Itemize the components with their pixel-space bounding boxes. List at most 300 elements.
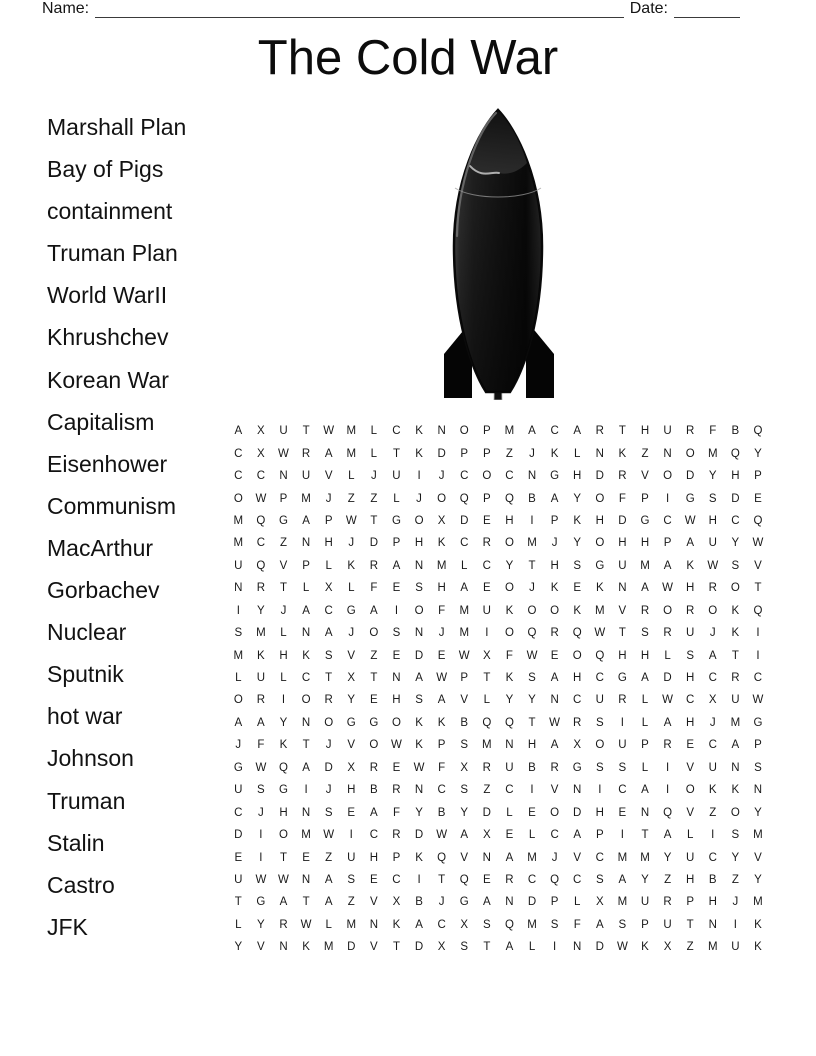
grid-letter: K — [686, 559, 694, 572]
grid-letter: L — [348, 470, 355, 483]
grid-letter: E — [234, 851, 243, 864]
grid-letter: J — [416, 492, 422, 505]
grid-letter: H — [505, 514, 514, 527]
grid-letter: N — [505, 739, 514, 752]
grid-letter: K — [302, 649, 310, 662]
grid-letter: Q — [459, 492, 469, 505]
grid-letter: M — [753, 829, 763, 842]
grid-letter: W — [391, 739, 402, 752]
grid-letter: B — [415, 896, 423, 909]
grid-letter: Q — [504, 918, 514, 931]
grid-letter: V — [641, 470, 649, 483]
grid-letter: M — [233, 537, 244, 550]
grid-letter: T — [618, 627, 626, 640]
grid-letter: U — [731, 694, 740, 707]
grid-letter: K — [754, 941, 762, 954]
grid-letter: C — [595, 851, 604, 864]
grid-letter: R — [663, 627, 672, 640]
grid-letter: A — [302, 761, 310, 774]
grid-letter: T — [483, 941, 491, 954]
grid-letter: L — [574, 896, 581, 909]
grid-letter: N — [595, 447, 604, 460]
grid-letter: O — [550, 806, 560, 819]
grid-letter: A — [663, 559, 672, 572]
grid-letter: X — [573, 739, 582, 752]
grid-letter: J — [551, 537, 558, 550]
grid-letter: D — [527, 896, 537, 909]
grid-letter: F — [392, 806, 400, 819]
grid-letter: J — [732, 896, 739, 909]
grid-letter: Y — [573, 537, 582, 550]
grid-letter: Y — [573, 492, 582, 505]
grid-letter: L — [325, 559, 332, 572]
grid-letter: A — [641, 582, 649, 595]
grid-letter: P — [279, 492, 288, 505]
grid-letter: V — [324, 470, 333, 483]
grid-letter: L — [370, 447, 378, 460]
grid-letter: F — [618, 492, 626, 505]
grid-letter: R — [505, 873, 514, 886]
grid-letter: Z — [505, 447, 513, 460]
grid-letter: G — [279, 784, 288, 797]
grid-letter: M — [436, 559, 447, 572]
grid-letter: O — [730, 582, 740, 595]
grid-letter: X — [663, 941, 672, 954]
grid-letter: O — [324, 716, 334, 729]
grid-letter: A — [324, 896, 333, 909]
grid-letter: R — [731, 672, 740, 685]
name-date-header — [42, 0, 740, 18]
grid-letter: J — [529, 582, 535, 595]
grid-letter: I — [553, 941, 557, 954]
grid-letter: U — [686, 627, 695, 640]
grid-letter: Y — [279, 716, 288, 729]
grid-letter: K — [550, 447, 559, 460]
grid-letter: G — [753, 716, 763, 729]
grid-letter: O — [279, 829, 288, 842]
grid-letter: U — [663, 425, 672, 438]
grid-letter: R — [256, 694, 266, 707]
grid-letter: R — [618, 694, 627, 707]
grid-letter: K — [415, 447, 423, 460]
grid-letter: Y — [663, 851, 672, 864]
word-list-item: Castro — [47, 871, 115, 898]
grid-letter: C — [573, 873, 582, 886]
grid-letter: W — [278, 873, 289, 886]
grid-letter: C — [369, 829, 379, 842]
grid-letter: N — [753, 784, 763, 797]
grid-letter: L — [528, 941, 536, 954]
grid-letter: U — [708, 537, 717, 550]
grid-letter: T — [392, 941, 400, 954]
grid-letter: V — [257, 941, 265, 954]
grid-letter: I — [304, 784, 308, 797]
grid-letter: T — [686, 918, 694, 931]
grid-letter: C — [550, 425, 559, 438]
grid-letter: Y — [731, 537, 740, 550]
grid-letter: A — [731, 739, 740, 752]
grid-letter: Q — [753, 604, 763, 617]
grid-letter: I — [530, 514, 534, 527]
grid-letter: W — [707, 559, 719, 572]
page-title: The Cold War — [257, 31, 559, 85]
grid-letter: N — [279, 941, 288, 954]
grid-letter: S — [618, 918, 627, 931]
grid-letter: E — [482, 514, 491, 527]
grid-letter: N — [663, 447, 672, 460]
grid-letter: J — [438, 470, 445, 483]
grid-letter: S — [528, 672, 536, 685]
grid-letter: A — [618, 873, 627, 886]
grid-letter: L — [348, 582, 355, 595]
grid-letter: S — [641, 627, 649, 640]
grid-letter: I — [349, 829, 353, 842]
grid-letter: Z — [686, 941, 694, 954]
grid-letter: Y — [505, 559, 514, 572]
grid-letter: W — [684, 514, 696, 527]
grid-letter: T — [528, 716, 536, 729]
grid-letter: T — [302, 425, 310, 438]
grid-letter: G — [459, 896, 469, 909]
word-list-item: Truman Plan — [47, 240, 178, 267]
grid-letter: A — [595, 918, 604, 931]
grid-letter: S — [595, 761, 604, 774]
grid-letter: H — [618, 649, 627, 662]
grid-letter: Q — [595, 649, 605, 662]
grid-letter: Y — [754, 447, 762, 460]
grid-letter: Z — [483, 784, 491, 797]
grid-letter: G — [369, 716, 379, 729]
grid-letter: U — [686, 851, 695, 864]
word-list-item: Eisenhower — [47, 450, 168, 477]
grid-letter: X — [324, 582, 333, 595]
grid-letter: Y — [708, 470, 717, 483]
grid-letter: W — [752, 537, 764, 550]
grid-letter: H — [686, 672, 695, 685]
grid-letter: J — [280, 604, 287, 617]
grid-letter: N — [301, 537, 311, 550]
grid-letter: S — [324, 806, 333, 819]
grid-letter: Q — [504, 716, 514, 729]
grid-letter: R — [663, 896, 672, 909]
grid-letter: N — [279, 470, 288, 483]
grid-letter: I — [259, 829, 263, 842]
grid-letter: G — [550, 470, 560, 483]
grid-letter: K — [415, 425, 423, 438]
grid-letter: G — [233, 761, 243, 774]
grid-letter: L — [393, 492, 400, 505]
grid-letter: H — [573, 672, 582, 685]
grid-letter: D — [414, 649, 424, 662]
grid-letter: M — [459, 604, 470, 617]
grid-letter: M — [753, 896, 763, 909]
grid-letter: I — [733, 918, 737, 931]
grid-letter: M — [527, 851, 537, 864]
grid-letter: S — [415, 582, 423, 595]
grid-letter: A — [324, 873, 333, 886]
grid-letter: S — [731, 559, 740, 572]
grid-letter: R — [686, 604, 695, 617]
grid-letter: W — [436, 829, 448, 842]
grid-letter: C — [708, 739, 717, 752]
grid-letter: P — [392, 537, 401, 550]
grid-letter: W — [255, 873, 267, 886]
grid-letter: W — [255, 761, 267, 774]
grid-letter: Y — [641, 873, 649, 886]
word-list-item: Gorbachev — [47, 577, 160, 604]
grid-letter: Z — [709, 806, 717, 819]
grid-letter: H — [392, 694, 401, 707]
grid-letter: H — [527, 739, 537, 752]
grid-letter: X — [708, 694, 717, 707]
grid-letter: D — [369, 537, 379, 550]
grid-letter: K — [573, 604, 582, 617]
word-list-item: Capitalism — [47, 408, 155, 435]
grid-letter: T — [392, 447, 400, 460]
grid-letter: X — [257, 447, 265, 460]
grid-letter: G — [346, 716, 356, 729]
grid-letter: F — [709, 425, 717, 438]
grid-letter: R — [618, 470, 627, 483]
grid-letter: W — [458, 649, 470, 662]
grid-letter: L — [641, 716, 649, 729]
grid-letter: W — [323, 425, 335, 438]
grid-letter: I — [665, 492, 670, 505]
grid-letter: T — [302, 896, 310, 909]
grid-letter: M — [233, 649, 244, 662]
grid-letter: O — [391, 716, 401, 729]
grid-letter: L — [506, 806, 513, 819]
grid-letter: I — [236, 604, 240, 617]
grid-letter: P — [392, 851, 401, 864]
grid-letter: S — [708, 492, 717, 505]
grid-letter: A — [392, 559, 401, 572]
grid-letter: T — [483, 672, 491, 685]
grid-letter: P — [595, 829, 604, 842]
grid-letter: K — [618, 447, 627, 460]
grid-letter: Z — [731, 873, 739, 886]
grid-letter: C — [234, 470, 243, 483]
grid-letter: L — [641, 694, 649, 707]
grid-letter: W — [594, 627, 606, 640]
grid-letter: O — [233, 492, 243, 505]
grid-letter: J — [348, 537, 355, 550]
grid-letter: R — [573, 716, 582, 729]
grid-letter: A — [415, 672, 423, 685]
grid-letter: V — [347, 739, 356, 752]
grid-letter: W — [662, 582, 673, 595]
grid-letter: T — [731, 649, 739, 662]
grid-letter: L — [235, 672, 242, 685]
grid-letter: L — [528, 829, 536, 842]
grid-letter: R — [550, 761, 559, 774]
grid-letter: M — [301, 829, 311, 842]
grid-letter: D — [618, 514, 627, 527]
grid-letter: K — [505, 672, 514, 685]
grid-letter: O — [595, 537, 605, 550]
grid-letter: T — [279, 851, 287, 864]
grid-letter: V — [573, 851, 582, 864]
grid-letter: E — [392, 649, 401, 662]
grid-letter: L — [302, 582, 310, 595]
grid-letter: Z — [279, 537, 287, 550]
grid-letter: I — [417, 470, 421, 483]
grid-letter: A — [573, 425, 582, 438]
grid-letter: K — [641, 941, 649, 954]
grid-letter: M — [504, 425, 515, 438]
grid-letter: A — [302, 604, 310, 617]
grid-letter: O — [233, 694, 243, 707]
grid-letter: K — [392, 918, 401, 931]
word-list-item: Truman — [47, 787, 126, 814]
grid-letter: L — [641, 761, 649, 774]
grid-letter: H — [414, 537, 424, 550]
grid-letter: A — [482, 896, 491, 909]
grid-letter: Y — [234, 941, 243, 954]
grid-letter: M — [323, 941, 334, 954]
grid-letter: X — [482, 829, 491, 842]
grid-letter: N — [482, 851, 491, 864]
grid-letter: I — [530, 784, 534, 797]
grid-letter: F — [257, 739, 265, 752]
grid-letter: Q — [459, 873, 469, 886]
grid-letter: O — [572, 649, 582, 662]
grid-letter: P — [550, 896, 559, 909]
grid-letter: C — [753, 672, 763, 685]
grid-letter: C — [618, 784, 627, 797]
nose-cap — [470, 111, 527, 174]
grid-letter: C — [392, 873, 401, 886]
word-list-item: containment — [47, 198, 173, 225]
grid-letter: G — [391, 514, 401, 527]
grid-letter: G — [595, 559, 605, 572]
grid-letter: F — [573, 918, 581, 931]
grid-letter: C — [550, 829, 559, 842]
grid-letter: K — [279, 739, 288, 752]
name-label: Name: — [42, 0, 90, 17]
grid-letter: Q — [256, 514, 266, 527]
grid-letter: L — [280, 627, 287, 640]
grid-letter: S — [257, 784, 265, 797]
grid-letter: P — [460, 672, 469, 685]
grid-letter: N — [301, 806, 311, 819]
grid-letter: E — [573, 582, 582, 595]
grid-letter: W — [413, 761, 425, 774]
grid-letter: B — [528, 761, 536, 774]
grid-letter: N — [731, 761, 740, 774]
grid-letter: O — [301, 694, 311, 707]
grid-letter: N — [618, 582, 627, 595]
grid-letter: R — [369, 559, 379, 572]
atomic-bomb-icon — [441, 108, 557, 400]
grid-letter: K — [550, 582, 559, 595]
grid-letter: V — [618, 604, 627, 617]
grid-letter: X — [595, 896, 604, 909]
grid-letter: C — [731, 514, 740, 527]
grid-letter: U — [618, 559, 627, 572]
grid-letter: E — [754, 492, 762, 505]
grid-letter: H — [595, 806, 604, 819]
grid-letter: K — [347, 559, 356, 572]
grid-letter: S — [482, 918, 491, 931]
grid-letter: E — [505, 829, 514, 842]
grid-letter: V — [460, 851, 469, 864]
grid-letter: Z — [347, 492, 355, 505]
grid-letter: P — [324, 514, 333, 527]
grid-letter: O — [595, 492, 605, 505]
grid-letter: N — [708, 918, 717, 931]
grid-letter: O — [369, 627, 379, 640]
grid-letter: D — [414, 829, 424, 842]
grid-letter: E — [392, 582, 401, 595]
word-list-item: Nuclear — [47, 619, 127, 646]
grid-letter: D — [573, 806, 582, 819]
grid-letter: A — [505, 941, 514, 954]
word-list-item: Khrushchev — [47, 324, 169, 351]
grid-letter: H — [708, 514, 717, 527]
grid-letter: U — [392, 470, 401, 483]
grid-letter: E — [302, 851, 310, 864]
grid-letter: D — [482, 806, 491, 819]
grid-letter: R — [301, 447, 311, 460]
grid-letter: P — [482, 447, 491, 460]
grid-letter: H — [437, 582, 446, 595]
grid-letter: P — [641, 492, 649, 505]
grid-letter: I — [417, 873, 421, 886]
grid-letter: H — [640, 649, 650, 662]
grid-letter: W — [549, 716, 561, 729]
grid-letter: E — [618, 806, 627, 819]
word-list-item: World WarII — [47, 282, 168, 309]
grid-letter: F — [370, 582, 378, 595]
grid-letter: K — [731, 604, 740, 617]
grid-letter: U — [663, 918, 672, 931]
grid-letter: M — [233, 514, 244, 527]
grid-letter: X — [482, 649, 491, 662]
grid-letter: N — [505, 896, 514, 909]
grid-letter: I — [259, 851, 263, 864]
grid-letter: M — [346, 425, 357, 438]
grid-letter: Q — [753, 425, 763, 438]
grid-letter: S — [415, 694, 423, 707]
grid-letter: F — [438, 604, 446, 617]
grid-letter: X — [392, 896, 401, 909]
grid-letter: C — [527, 873, 537, 886]
grid-letter: J — [438, 896, 445, 909]
grid-letter: A — [415, 918, 423, 931]
grid-letter: R — [324, 694, 333, 707]
grid-letter: J — [551, 851, 558, 864]
grid-letter: Z — [325, 851, 333, 864]
grid-letter: K — [415, 739, 423, 752]
grid-letter: C — [437, 784, 446, 797]
grid-letter: K — [437, 537, 446, 550]
grid-letter: D — [437, 447, 446, 460]
grid-letter: Y — [731, 851, 740, 864]
grid-letter: P — [754, 739, 762, 752]
grid-letter: H — [731, 470, 740, 483]
grid-letter: V — [754, 851, 762, 864]
grid-letter: M — [595, 604, 605, 617]
grid-letter: R — [663, 739, 672, 752]
grid-letter: S — [460, 941, 469, 954]
grid-letter: M — [256, 627, 266, 640]
grid-letter: I — [665, 761, 670, 774]
grid-letter: A — [505, 851, 514, 864]
grid-letter: M — [730, 716, 741, 729]
grid-letter: N — [369, 918, 379, 931]
grid-letter: Q — [504, 492, 514, 505]
